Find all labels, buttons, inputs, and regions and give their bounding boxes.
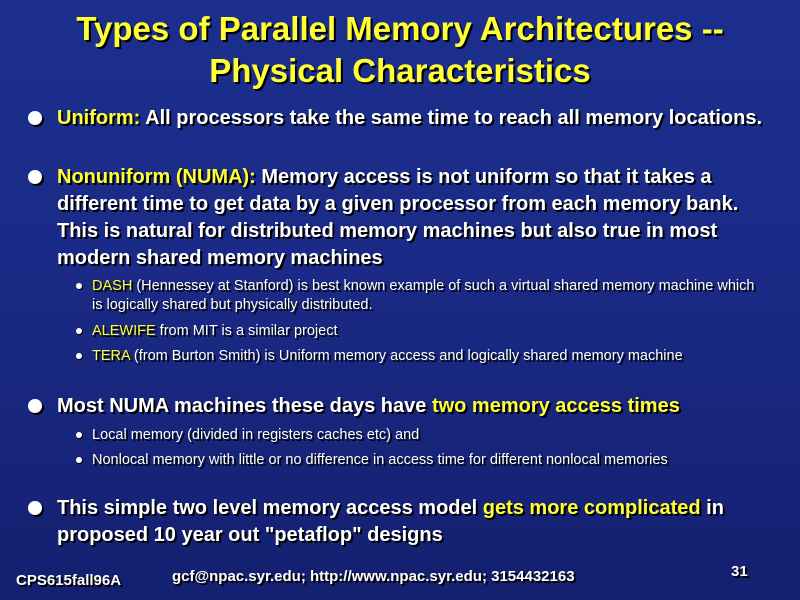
tera-text: (from Burton Smith) is Uniform memory access and logically shared memory machine <box>129 348 683 364</box>
bullet-dot-icon <box>28 170 42 184</box>
subbullet-dot-icon <box>76 328 82 334</box>
subbullet-dot-icon <box>76 457 82 463</box>
model-highlight: gets more complicated <box>482 497 701 519</box>
nonuniform-label: Nonuniform (NUMA): <box>57 166 256 188</box>
uniform-text: All processors take the same time to reach all memory locations. <box>140 107 763 129</box>
alewife-text: from MIT is a similar project <box>155 323 338 339</box>
bullet-dot-icon <box>28 399 42 413</box>
slide-title-line2: Physical Characteristics <box>209 52 591 89</box>
tera-label: TERA <box>92 348 130 364</box>
footer-contact: gcf@npac.syr.edu; http://www.npac.syr.edu; 3154432163 <box>172 568 575 585</box>
dash-label: DASH <box>92 278 133 294</box>
uniform-label: Uniform: <box>57 107 141 129</box>
page-number: 31 <box>731 563 748 580</box>
alewife-label: ALEWIFE <box>92 323 156 339</box>
nonuniform-text: Memory access is not uniform so that it takes a different time to get data by a given processor from each memory bank. This is natural for distributed memory machines but also true in most modern shared memory machines <box>57 166 739 269</box>
bullet-dot-icon <box>28 501 42 515</box>
subbullet-dot-icon <box>76 283 82 289</box>
bullet-dot-icon <box>28 111 42 125</box>
slide-title-line1: Types of Parallel Memory Architectures -- <box>76 10 724 47</box>
footer-course: CPS615fall96A <box>16 572 122 589</box>
dash-text: (Hennessey at Stanford) is best known example of such a virtual shared memory machine which is logically shared but physically distributed. <box>92 278 755 313</box>
subbullet-dot-icon <box>76 353 82 359</box>
numa-times-text: Most NUMA machines these days have <box>57 395 432 417</box>
nonlocal-memory-text: Nonlocal memory with little or no difference in access time for different nonlocal memories <box>92 452 668 468</box>
local-memory-text: Local memory (divided in registers caches etc) and <box>92 427 420 443</box>
model-text1: This simple two level memory access model <box>57 497 483 519</box>
subbullet-dot-icon <box>76 432 82 438</box>
numa-times-highlight: two memory access times <box>431 395 680 417</box>
model-text2: in proposed 10 year out "petaflop" designs <box>57 497 724 546</box>
